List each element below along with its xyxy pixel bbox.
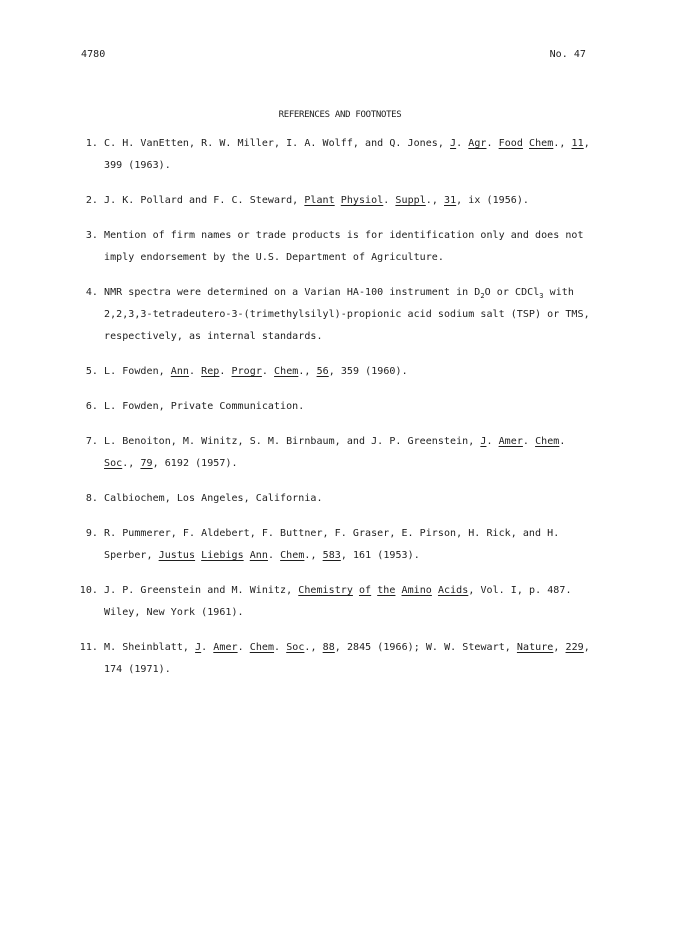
reference-number: 11. [79, 642, 98, 653]
reference-item [74, 282, 594, 348]
reference-number: 2. [85, 195, 98, 206]
reference-item [74, 431, 594, 475]
reference-number: 8. [85, 493, 98, 504]
reference-text: Calbiochem, Los Angeles, California. [104, 493, 323, 504]
reference-item [74, 523, 594, 567]
reference-text: L. Benoiton, M. Winitz, S. M. Birnbaum, and J. P. Greenstein, J. Amer. Chem. Soc., 79, 6192 (1957). [104, 436, 566, 469]
reference-number: 3. [85, 230, 98, 241]
reference-number: 9. [85, 528, 98, 539]
reference-text: Mention of firm names or trade products is for identification only and does not imply endorsement by the U.S. Department of Agriculture. [104, 230, 584, 263]
reference-item [74, 190, 594, 212]
reference-text: J. P. Greenstein and M. Winitz, Chemistry of the Amino Acids, Vol. I, p. 487. Wiley, New York (1961). [104, 585, 572, 618]
reference-number: 6. [85, 401, 98, 412]
reference-list [74, 133, 594, 694]
section-title: REFERENCES AND FOOTNOTES [278, 110, 402, 120]
page-number: 4780 [81, 49, 106, 60]
reference-item [74, 637, 594, 681]
reference-text: C. H. VanEtten, R. W. Miller, I. A. Wolff, and Q. Jones, J. Agr. Food Chem., 11, 399 (1963). [104, 138, 590, 171]
reference-text: J. K. Pollard and F. C. Steward, Plant Physiol. Suppl., 31, ix (1956). [104, 195, 530, 206]
reference-text: NMR spectra were determined on a Varian HA-100 instrument in $D_2O$ or CDCl$_3$ with 2,2,3,3-tetradeutero-3-(trimethylsilyl)-propionic acid sodium salt (TSP) or TMS, respectively, as internal standards. [104, 287, 590, 342]
reference-text: L. Fowden, Private Communication. [104, 401, 305, 412]
reference-number: 4. [85, 287, 98, 298]
issue-number: No. 47 [549, 49, 586, 60]
reference-item [74, 133, 594, 177]
reference-item [74, 488, 594, 510]
reference-text: L. Fowden, Ann. Rep. Progr. Chem., 56, 359 (1960). [104, 366, 408, 377]
reference-item [74, 580, 594, 624]
reference-number: 10. [79, 585, 98, 596]
reference-number: 7. [85, 436, 98, 447]
reference-number: 1. [85, 138, 98, 149]
reference-item [74, 396, 594, 418]
reference-item [74, 361, 594, 383]
reference-number: 5. [85, 366, 98, 377]
reference-item [74, 225, 594, 269]
reference-text: R. Pummerer, F. Aldebert, F. Buttner, F. Graser, E. Pirson, H. Rick, and H. Sperber, Justus Liebigs Ann. Chem., 583, 161 (1953). [104, 528, 560, 561]
reference-text: M. Sheinblatt, J. Amer. Chem. Soc., 88, 2845 (1966); W. W. Stewart, Nature, 229, 174 (1971). [104, 642, 590, 675]
